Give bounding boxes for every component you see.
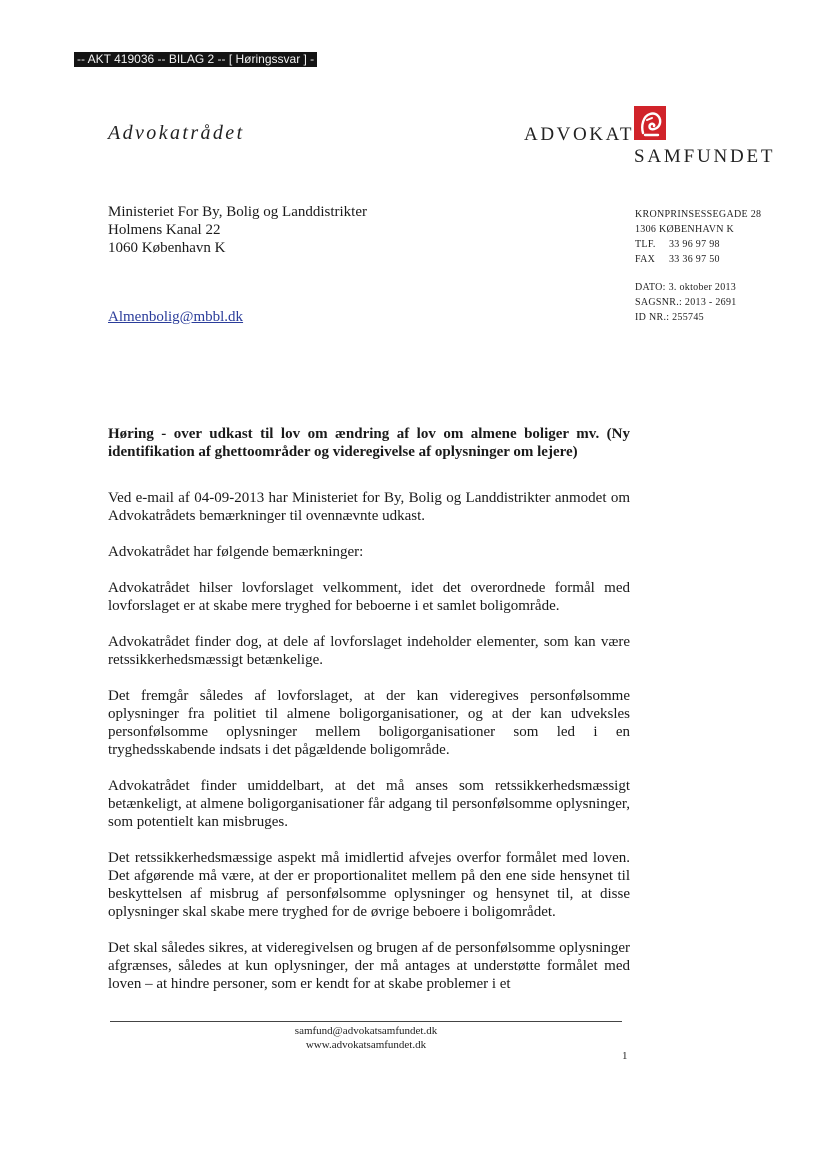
page-number: 1 (622, 1050, 628, 1062)
letter-body (108, 489, 630, 993)
document-stamp: -- AKT 419036 -- BILAG 2 -- [ Høringssvar ] - (74, 52, 317, 67)
logo-emblem-icon (634, 106, 666, 140)
body-paragraph: Det skal således sikres, at videregivelsen og brugen af de personfølsomme oplysninger afgrænses, således at kun oplysninger, der må antages at understøtte formålet med loven – at hindre personer, som er kendt for at skabe problemer i et (108, 940, 630, 992)
body-paragraph: Advokatrådet finder umiddelbart, at det må anses som retssikkerhedsmæssigt betænkeligt, at almene boligorganisationer får adgang til personfølsomme oplysninger, som potentielt kan misbruges. (108, 778, 630, 830)
recipient-name: Ministeriet For By, Bolig og Landdistrikter (108, 204, 368, 220)
case-number: SAGSNR.: 2013 - 2691 (635, 297, 737, 308)
footer-website: www.advokatsamfundet.dk (305, 1039, 427, 1051)
fax-number: 33 36 97 50 (669, 254, 720, 265)
body-paragraph: Ved e-mail af 04-09-2013 har Ministeriet for By, Bolig og Landdistrikter anmodet om Advokatrådets bemærkninger til ovennævnte udkast. (108, 490, 630, 524)
sender-city: 1306 KØBENHAVN K (635, 224, 735, 235)
footer-divider (110, 1021, 622, 1022)
fax-label: FAX (635, 254, 656, 265)
logo-word-advokat: ADVOKAT (524, 124, 635, 145)
body-paragraph: Det fremgår således af lovforslaget, at der kan videregives personfølsomme oplysninger fra politiet til almene boligorganisationer, og at der kan udveksles personfølsomme oplysninger mellem boligorganisationer som led i en tryghedsskabende indsats i det pågældende boligområde. (108, 688, 630, 758)
footer-email: samfund@advokatsamfundet.dk (294, 1025, 438, 1037)
advokatsamfundet-logo (524, 106, 774, 168)
sender-title: Advokatrådet (108, 122, 245, 144)
phone-number: 33 96 97 98 (669, 239, 720, 250)
body-paragraph: Advokatrådet finder dog, at dele af lovforslaget indeholder elementer, som kan være retssikkerhedsmæssigt betænkelige. (108, 634, 630, 668)
body-paragraph: Det retssikkerhedsmæssige aspekt må imidlertid afvejes overfor formålet med loven. Det afgørende må være, at der er proportionalitet mellem på den ene side hensynet til beskyttelsen af misbrug af personfølsomme oplysninger og hensynet til, at disse oplysninger skal skabe mere tryghed for de øvrige beboere i boligområdet. (108, 850, 630, 920)
recipient-address (108, 203, 367, 257)
footer (110, 1024, 622, 1052)
sender-street: KRONPRINSESSEGADE 28 (635, 209, 762, 220)
recipient-street: Holmens Kanal 22 (108, 222, 221, 238)
sender-fax (635, 252, 761, 267)
body-paragraph: Advokatrådet har følgende bemærkninger: (108, 544, 364, 560)
recipient-city: 1060 København K (108, 240, 226, 256)
logo-word-samfundet: SAMFUNDET (634, 146, 776, 167)
recipient-email-link[interactable]: Almenbolig@mbbl.dk (108, 309, 244, 325)
body-paragraph: Advokatrådet hilser lovforslaget velkomment, idet det overordnede formål med lovforslaget er at skabe mere tryghed for beboerne i et samlet boligområde. (108, 580, 630, 614)
letter-subject: Høring - over udkast til lov om ændring af lov om almene boliger mv. (Ny identifikation af ghettoområder og videregivelse af oplysninger om lejere) (108, 426, 630, 460)
letter-date: DATO: 3. oktober 2013 (635, 282, 737, 293)
id-number: ID NR.: 255745 (635, 312, 704, 323)
phone-label: TLF. (635, 239, 656, 250)
sender-contact-block (635, 207, 761, 325)
sender-phone (635, 237, 761, 252)
